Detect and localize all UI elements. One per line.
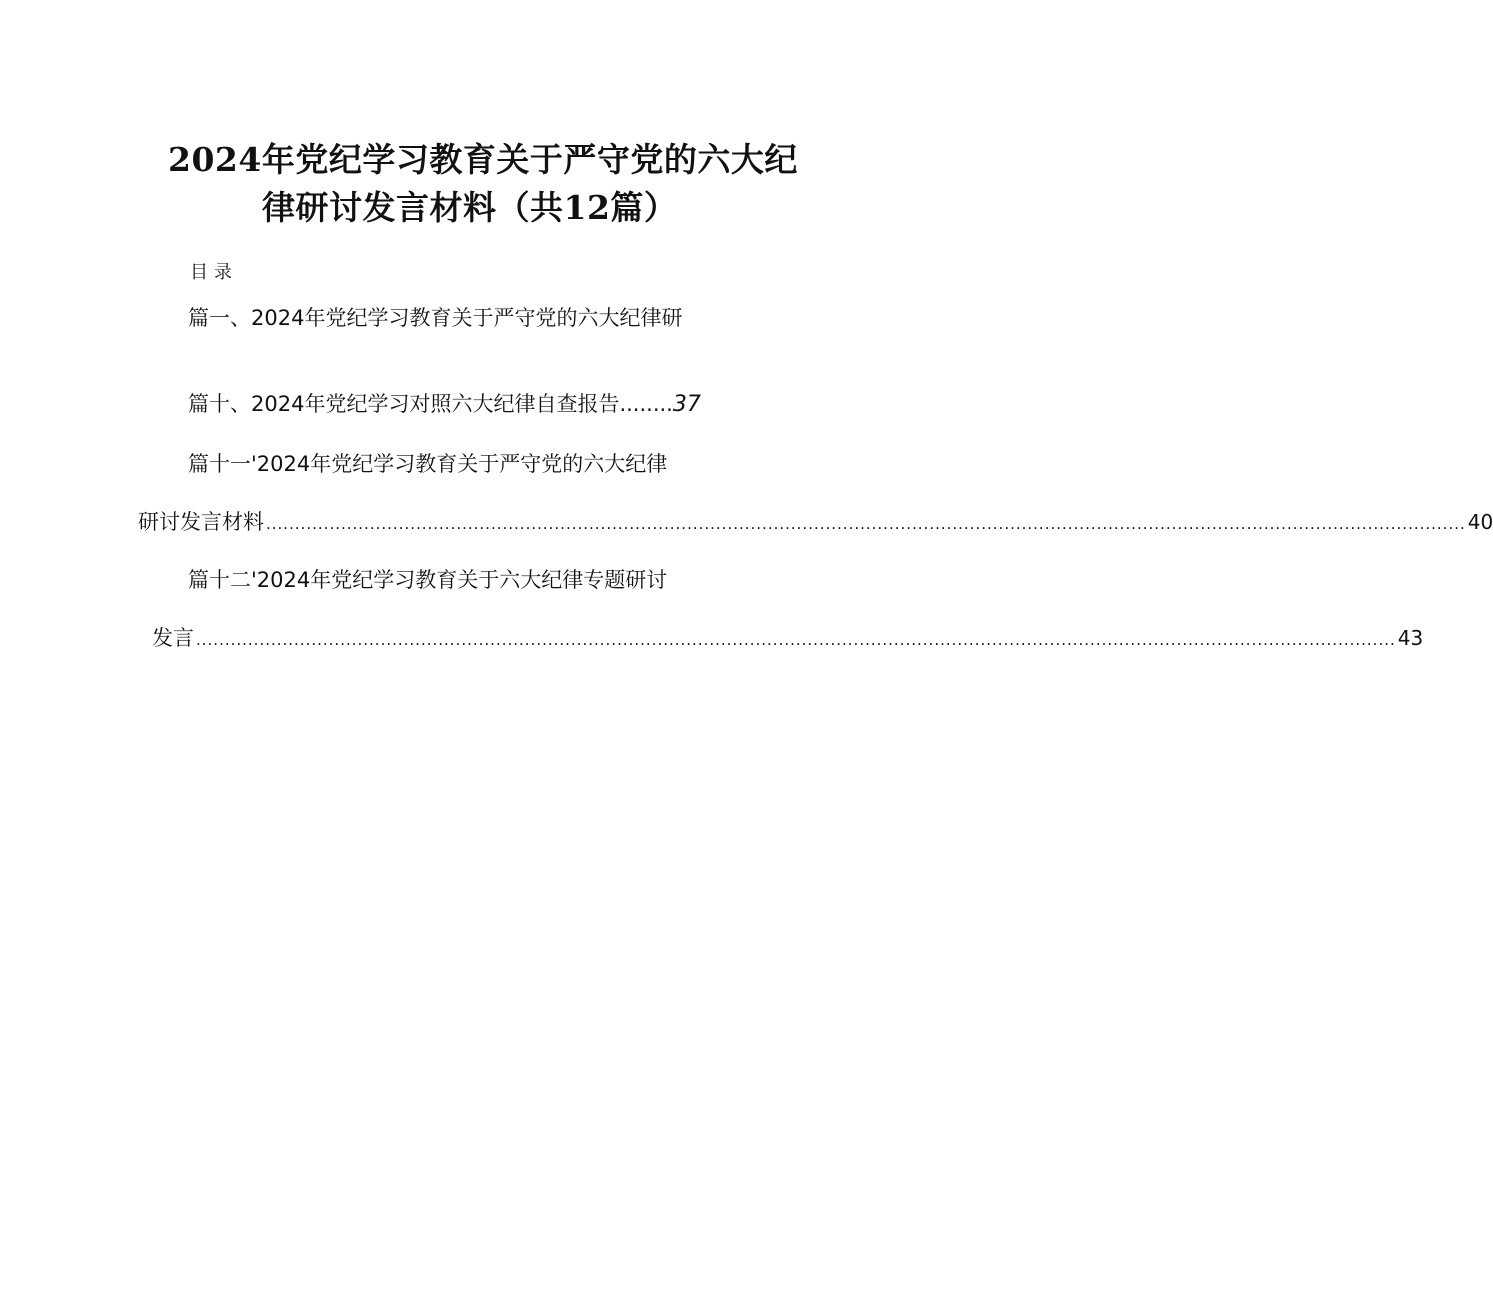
toc-entry-text: 篇一、2024年党纪学习教育关于严守党的六大纪律研	[188, 306, 683, 330]
toc-dot-leader: ................................................................................................................................................................................................................	[196, 631, 1396, 649]
toc-entry-text: 篇十一'2024年党纪学习教育关于严守党的六大纪律	[188, 452, 668, 476]
document-title-line-2: 律研讨发言材料（共12篇）	[262, 188, 678, 227]
toc-entry-text: 篇十、2024年党纪学习对照六大纪律自查报告	[188, 392, 620, 416]
toc-entry-text: 发言	[152, 626, 194, 650]
toc-entry-10[interactable]	[188, 390, 701, 418]
toc-entry-12[interactable]	[188, 566, 667, 594]
toc-entry-12-continued[interactable]	[152, 624, 1424, 652]
toc-entry-1[interactable]	[188, 304, 682, 332]
toc-entry-text: 研讨发言材料	[138, 510, 264, 534]
toc-entry-11-continued[interactable]	[138, 508, 1493, 536]
toc-entry-page: 40	[1467, 510, 1493, 534]
document-title-line-1: 2024年党纪学习教育关于严守党的六大纪	[168, 140, 798, 179]
toc-dot-leader: ................................................................................................................................................................................................................	[266, 515, 1466, 533]
toc-entry-text: 篇十二'2024年党纪学习教育关于六大纪律专题研讨	[188, 568, 668, 592]
toc-entry-page: 37	[672, 392, 701, 417]
toc-entry-leader: ........	[619, 392, 673, 416]
toc-entry-11[interactable]	[188, 450, 667, 478]
toc-heading: 目录	[190, 262, 238, 283]
toc-entry-page: 43	[1397, 626, 1424, 650]
